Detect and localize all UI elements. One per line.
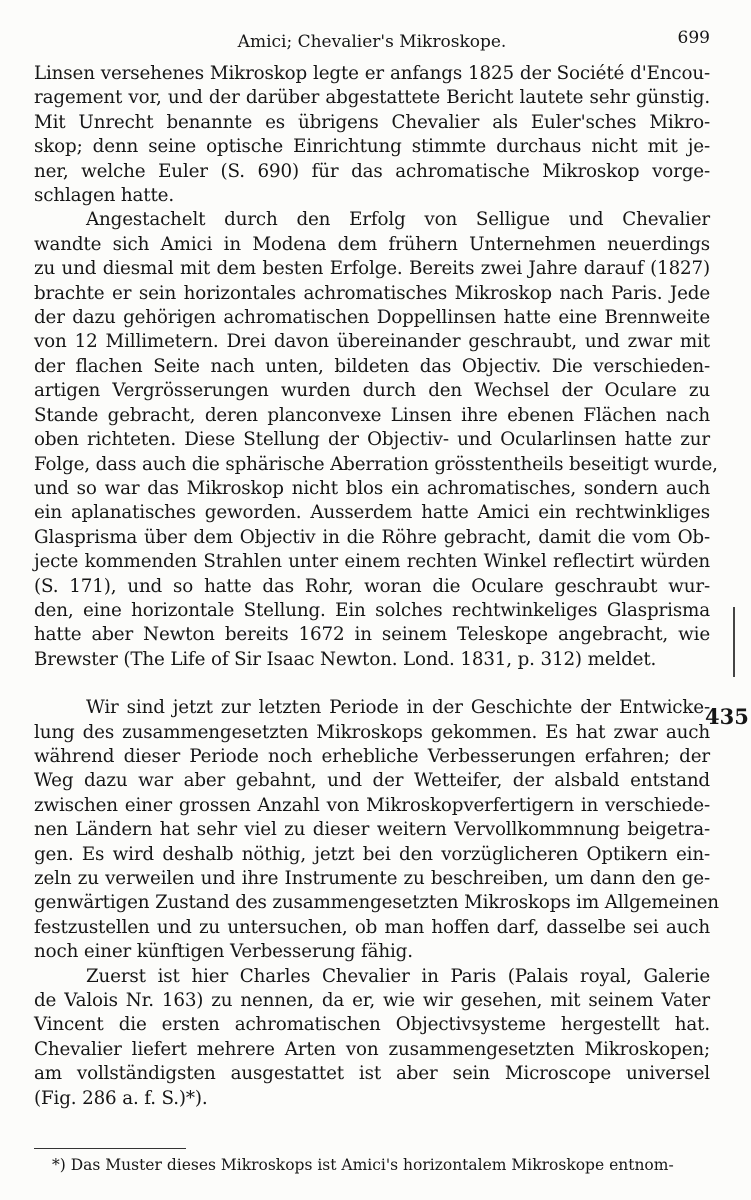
text-line: Glasprisma über dem Objectiv in die Röhre gebracht, damit die vom Ob- <box>34 526 710 548</box>
text-line: Angestachelt durch den Erfolg von Selligue und Chevalier <box>86 209 710 231</box>
paragraph-1 <box>34 62 710 208</box>
text-line: Zuerst ist hier Charles Chevalier in Paris (Palais royal, Galerie <box>86 965 710 987</box>
footnote: *) Das Muster dieses Mikroskops ist Amici's horizontalem Mikroskope entnom- <box>52 1156 674 1174</box>
text-line: zeln zu verweilen und ihre Instrumente zu beschreiben, um dann den ge- <box>34 868 710 889</box>
text-line: jecte kommenden Strahlen unter einem rechten Winkel reflectirt würden <box>34 551 710 573</box>
text-line: (S. 171), und so hatte das Rohr, woran die Oculare geschraubt wur- <box>34 575 710 597</box>
text-line: genwärtigen Zustand des zusammengesetzten Mikroskops im Allgemeinen <box>34 892 719 914</box>
text-line: Linsen versehenes Mikroskop legte er anfangs 1825 der Société d'Encou- <box>34 63 710 84</box>
text-line: festzustellen und zu untersuchen, ob man hoffen darf, dasselbe sei auch <box>34 916 710 938</box>
text-line: gen. Es wird deshalb nöthig, jetzt bei den vorzüglicheren Optikern ein- <box>34 843 710 865</box>
paragraph-gap <box>34 672 710 696</box>
text-line: der dazu gehörigen achromatischen Doppellinsen hatte eine Brennweite <box>34 307 710 329</box>
text-line: ner, welche Euler (S. 690) für das achromatische Mikroskop vorge- <box>34 160 710 182</box>
text-line: den, eine horizontale Stellung. Ein solches rechtwinkeliges Glasprisma <box>34 599 710 621</box>
text-line: lung des zusammengesetzten Mikroskops gekommen. Es hat zwar auch <box>34 721 710 743</box>
text-line: Weg dazu war aber gebahnt, und der Wetteifer, der alsbald entstand <box>34 770 710 792</box>
text-line: (Fig. 286 a. f. S.)*). <box>34 1087 208 1109</box>
text-line: Vincent die ersten achromatischen Objectivsysteme hergestellt hat. <box>34 1014 710 1036</box>
footnote-rule <box>34 1148 186 1149</box>
text-line: wandte sich Amici in Modena dem frühern Unternehmen neuerdings <box>34 233 710 255</box>
text-line: ragement vor, und der darüber abgestattete Bericht lautete sehr günstig. <box>34 87 710 109</box>
paragraph-2 <box>34 208 718 672</box>
text-line: zwischen einer grossen Anzahl von Mikroskopverfertigern in verschiede- <box>34 794 710 816</box>
paragraph-4 <box>34 965 710 1111</box>
text-line: Wir sind jetzt zur letzten Periode in der Geschichte der Entwicke- <box>86 697 710 719</box>
text-line: Folge, dass auch die sphärische Aberration grösstentheils beseitigt wurde, <box>34 453 718 475</box>
text-line: zu und diesmal mit dem besten Erfolge. Bereits zwei Jahre darauf (1827) <box>34 258 710 280</box>
text-line: schlagen hatte. <box>34 185 174 207</box>
text-line: de Valois Nr. 163) zu nennen, da er, wie wir gesehen, mit seinem Vater <box>34 990 710 1012</box>
text-line: ein aplanatisches geworden. Ausserdem hatte Amici ein rechtwinkliges <box>34 502 710 524</box>
text-line: hatte aber Newton bereits 1672 in seinem Teleskope angebracht, wie <box>34 624 710 646</box>
running-title: Amici; Chevalier's Mikroskope. <box>237 32 507 52</box>
text-line: nen Ländern hat sehr viel zu dieser weitern Vervollkommnung beigetra- <box>34 819 710 841</box>
text-line: brachte er sein horizontales achromatisches Mikroskop nach Paris. Jede <box>34 282 710 304</box>
text-line: von 12 Millimetern. Drei davon übereinander geschraubt, und zwar mit <box>34 331 710 353</box>
text-line: skop; denn seine optische Einrichtung stimmte durchaus nicht mit je- <box>34 136 710 158</box>
page-number: 699 <box>677 28 710 48</box>
text-line: am vollständigsten ausgestattet ist aber sein Microscope universel <box>34 1063 710 1085</box>
text-line: noch einer künftigen Verbesserung fähig. <box>34 941 413 963</box>
paragraph-3 <box>34 696 719 964</box>
text-line: der flachen Seite nach unten, bildeten das Objectiv. Die verschieden- <box>34 355 710 377</box>
body-text <box>34 62 719 1111</box>
running-header <box>34 28 710 54</box>
margin-vertical-bar <box>733 607 735 677</box>
text-line: Stande gebracht, deren planconvexe Linsen ihre ebenen Flächen nach <box>34 404 710 426</box>
text-line: und so war das Mikroskop nicht blos ein achromatisches, sondern auch <box>34 477 710 499</box>
text-line: oben richteten. Diese Stellung der Objectiv- und Ocularlinsen hatte zur <box>34 429 710 451</box>
text-line: Mit Unrecht benannte es übrigens Chevalier als Euler'sches Mikro- <box>34 111 710 133</box>
margin-number: 435 <box>705 704 749 729</box>
text-line: artigen Vergrösserungen wurden durch den Wechsel der Oculare zu <box>34 380 710 402</box>
text-line: während dieser Periode noch erhebliche Verbesserungen erfahren; der <box>34 745 710 767</box>
text-line: Brewster (The Life of Sir Isaac Newton. Lond. 1831, p. 312) meldet. <box>34 648 657 670</box>
text-line: Chevalier liefert mehrere Arten von zusammengesetzten Mikroskopen; <box>34 1038 710 1060</box>
